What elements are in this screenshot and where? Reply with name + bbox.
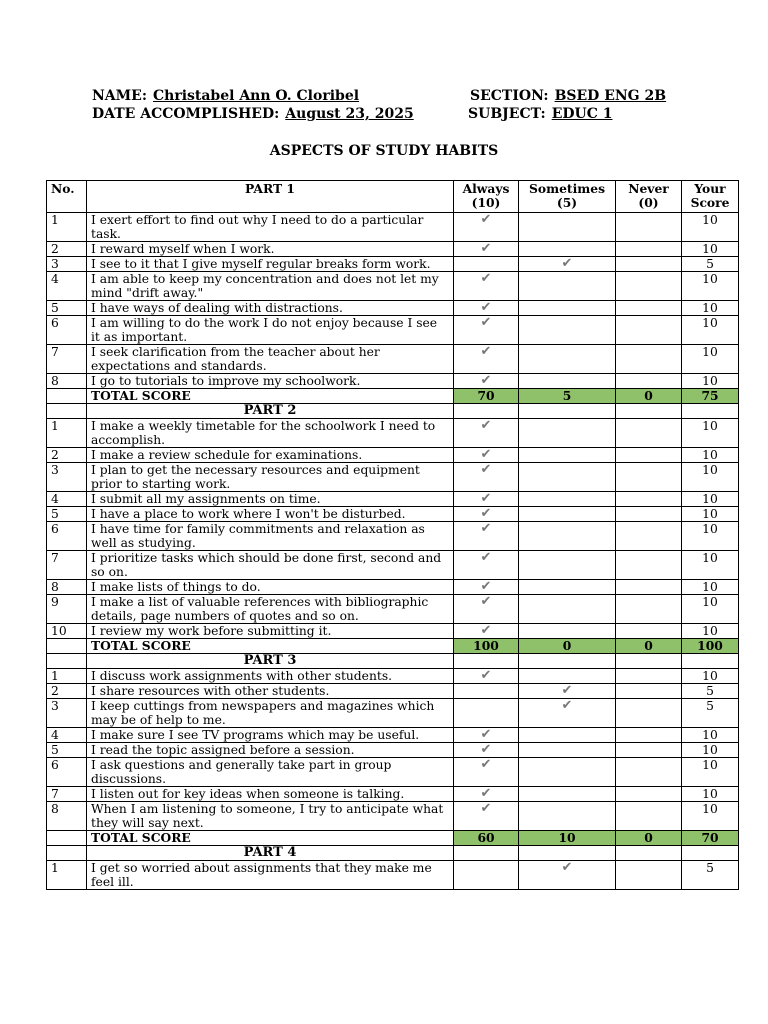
subject-label: SUBJECT: (468, 106, 546, 122)
table-row (47, 419, 739, 448)
item-score: 5 (682, 257, 739, 272)
check-mark-icon: ✔ (480, 550, 492, 565)
always-cell (454, 448, 519, 463)
never-label: Never (628, 181, 669, 196)
always-cell (454, 669, 519, 684)
item-score: 10 (682, 802, 739, 831)
item-score: 10 (682, 213, 739, 242)
sometimes-cell (519, 242, 616, 257)
item-statement: I seek clarification from the teacher about her expectations and standards. (87, 345, 454, 374)
item-score: 10 (682, 728, 739, 743)
item-statement: I discuss work assignments with other students. (87, 669, 454, 684)
total-score-row (47, 831, 739, 846)
part-title: PART 2 (87, 404, 454, 419)
date-value: August 23, 2025 (285, 106, 414, 122)
item-number: 7 (47, 551, 87, 580)
never-cell (616, 758, 682, 787)
section-label: SECTION: (470, 88, 549, 104)
item-number: 8 (47, 374, 87, 389)
part-header-empty-cell (454, 404, 519, 419)
always-cell (454, 257, 519, 272)
sometimes-cell (519, 743, 616, 758)
table-row (47, 301, 739, 316)
item-statement: I see to it that I give myself regular breaks form work. (87, 257, 454, 272)
check-mark-icon: ✔ (480, 579, 492, 594)
item-score: 10 (682, 787, 739, 802)
never-cell (616, 802, 682, 831)
item-number: 5 (47, 301, 87, 316)
total-never: 0 (616, 639, 682, 654)
item-score: 10 (682, 743, 739, 758)
part-header-empty-cell (519, 404, 616, 419)
table-row (47, 669, 739, 684)
table-row (47, 580, 739, 595)
table-row (47, 728, 739, 743)
part-header-empty-cell (519, 654, 616, 669)
table-row (47, 861, 739, 890)
part-header-empty-cell (519, 846, 616, 861)
never-cell (616, 861, 682, 890)
part-header-empty-cell (682, 404, 739, 419)
item-statement: I share resources with other students. (87, 684, 454, 699)
always-cell (454, 551, 519, 580)
item-score: 10 (682, 242, 739, 257)
never-cell (616, 507, 682, 522)
part-title: PART 4 (87, 846, 454, 861)
always-cell (454, 345, 519, 374)
subject-field (468, 106, 612, 122)
item-number: 8 (47, 580, 87, 595)
check-mark-icon: ✔ (480, 668, 492, 683)
total-score-row (47, 389, 739, 404)
always-cell (454, 507, 519, 522)
table-row (47, 242, 739, 257)
item-number: 1 (47, 419, 87, 448)
study-habits-table (46, 180, 739, 890)
total-never: 0 (616, 389, 682, 404)
item-score: 10 (682, 345, 739, 374)
total-always: 60 (454, 831, 519, 846)
item-score: 10 (682, 551, 739, 580)
sometimes-cell (519, 758, 616, 787)
item-statement: I plan to get the necessary resources and equipment prior to starting work. (87, 463, 454, 492)
sometimes-cell (519, 374, 616, 389)
sometimes-cell (519, 257, 616, 272)
item-number: 6 (47, 758, 87, 787)
check-mark-icon: ✔ (480, 373, 492, 388)
never-cell (616, 257, 682, 272)
item-score: 5 (682, 699, 739, 728)
table-body (47, 213, 739, 890)
never-cell (616, 242, 682, 257)
item-number: 8 (47, 802, 87, 831)
never-cell (616, 448, 682, 463)
item-score: 10 (682, 507, 739, 522)
always-cell (454, 419, 519, 448)
item-score: 10 (682, 301, 739, 316)
score-label-a: Your (694, 181, 726, 196)
table-row (47, 758, 739, 787)
sometimes-cell (519, 522, 616, 551)
always-points: (10) (471, 195, 501, 210)
check-mark-icon: ✔ (480, 447, 492, 462)
table-row (47, 448, 739, 463)
sometimes-cell (519, 787, 616, 802)
check-mark-icon: ✔ (480, 623, 492, 638)
table-row (47, 595, 739, 624)
col-always-header (454, 181, 519, 213)
part-header-no-cell (47, 404, 87, 419)
part-header-empty-cell (616, 846, 682, 861)
never-cell (616, 787, 682, 802)
never-cell (616, 316, 682, 345)
never-cell (616, 728, 682, 743)
total-sometimes: 0 (519, 639, 616, 654)
document-title: ASPECTS OF STUDY HABITS (269, 143, 499, 159)
always-cell (454, 758, 519, 787)
table-row (47, 374, 739, 389)
part-header-empty-cell (682, 846, 739, 861)
col-sometimes-header (519, 181, 616, 213)
item-score: 10 (682, 492, 739, 507)
col-never-header (616, 181, 682, 213)
item-number: 1 (47, 861, 87, 890)
never-cell (616, 595, 682, 624)
item-score: 10 (682, 463, 739, 492)
sometimes-cell (519, 699, 616, 728)
table-row (47, 345, 739, 374)
item-number: 6 (47, 316, 87, 345)
total-sometimes: 10 (519, 831, 616, 846)
total-no-cell (47, 831, 87, 846)
table-row (47, 624, 739, 639)
item-score: 5 (682, 684, 739, 699)
total-never: 0 (616, 831, 682, 846)
always-cell (454, 580, 519, 595)
item-statement: I prioritize tasks which should be done first, second and so on. (87, 551, 454, 580)
item-number: 3 (47, 463, 87, 492)
item-statement: I keep cuttings from newspapers and magazines which may be of help to me. (87, 699, 454, 728)
item-statement: I read the topic assigned before a session. (87, 743, 454, 758)
item-number: 7 (47, 787, 87, 802)
total-always: 100 (454, 639, 519, 654)
check-mark-icon: ✔ (480, 491, 492, 506)
never-cell (616, 272, 682, 301)
always-cell (454, 728, 519, 743)
item-number: 2 (47, 684, 87, 699)
table-row (47, 522, 739, 551)
item-statement: I submit all my assignments on time. (87, 492, 454, 507)
always-label: Always (462, 181, 510, 196)
item-number: 9 (47, 595, 87, 624)
item-number: 4 (47, 492, 87, 507)
never-cell (616, 374, 682, 389)
item-number: 4 (47, 272, 87, 301)
item-score: 10 (682, 758, 739, 787)
total-score: 100 (682, 639, 739, 654)
never-cell (616, 684, 682, 699)
always-cell (454, 595, 519, 624)
item-score: 10 (682, 448, 739, 463)
section-field (470, 88, 666, 104)
item-statement: I make lists of things to do. (87, 580, 454, 595)
item-score: 10 (682, 522, 739, 551)
item-score: 10 (682, 272, 739, 301)
item-number: 6 (47, 522, 87, 551)
check-mark-icon: ✔ (480, 801, 492, 816)
sometimes-cell (519, 802, 616, 831)
check-mark-icon: ✔ (561, 698, 573, 713)
never-points: (0) (638, 195, 659, 210)
sometimes-cell (519, 272, 616, 301)
always-cell (454, 272, 519, 301)
check-mark-icon: ✔ (561, 256, 573, 271)
item-statement: I ask questions and generally take part in group discussions. (87, 758, 454, 787)
part-header-empty-cell (616, 654, 682, 669)
name-label: NAME: (92, 88, 147, 104)
never-cell (616, 624, 682, 639)
check-mark-icon: ✔ (480, 786, 492, 801)
always-cell (454, 699, 519, 728)
table-row (47, 257, 739, 272)
never-cell (616, 580, 682, 595)
check-mark-icon: ✔ (480, 418, 492, 433)
part-header-empty-cell (454, 846, 519, 861)
sometimes-cell (519, 580, 616, 595)
never-cell (616, 213, 682, 242)
item-statement: I go to tutorials to improve my schoolwork. (87, 374, 454, 389)
item-score: 10 (682, 419, 739, 448)
check-mark-icon: ✔ (561, 683, 573, 698)
total-score-label: TOTAL SCORE (87, 639, 454, 654)
table-header-row (47, 181, 739, 213)
item-statement: I listen out for key ideas when someone is talking. (87, 787, 454, 802)
table-row (47, 787, 739, 802)
always-cell (454, 743, 519, 758)
always-cell (454, 242, 519, 257)
total-score: 70 (682, 831, 739, 846)
never-cell (616, 699, 682, 728)
section-value: BSED ENG 2B (554, 88, 667, 104)
item-statement: I make a review schedule for examinations. (87, 448, 454, 463)
never-cell (616, 551, 682, 580)
sometimes-label: Sometimes (528, 181, 606, 196)
col-no-header: No. (47, 181, 87, 213)
never-cell (616, 743, 682, 758)
total-score: 75 (682, 389, 739, 404)
table-row (47, 551, 739, 580)
check-mark-icon: ✔ (480, 757, 492, 772)
item-statement: I make a weekly timetable for the schoolwork I need to accomplish. (87, 419, 454, 448)
sometimes-cell (519, 728, 616, 743)
item-number: 3 (47, 699, 87, 728)
total-score-row (47, 639, 739, 654)
sometimes-cell (519, 301, 616, 316)
score-label-b: Score (690, 195, 730, 210)
table-row (47, 507, 739, 522)
total-no-cell (47, 389, 87, 404)
date-field (92, 106, 414, 122)
sometimes-cell (519, 684, 616, 699)
always-cell (454, 463, 519, 492)
sometimes-cell (519, 213, 616, 242)
date-label: DATE ACCOMPLISHED: (92, 106, 280, 122)
check-mark-icon: ✔ (561, 860, 573, 875)
total-sometimes: 5 (519, 389, 616, 404)
check-mark-icon: ✔ (480, 521, 492, 536)
never-cell (616, 463, 682, 492)
total-score-label: TOTAL SCORE (87, 389, 454, 404)
item-statement: I make sure I see TV programs which may be useful. (87, 728, 454, 743)
check-mark-icon: ✔ (480, 594, 492, 609)
always-cell (454, 492, 519, 507)
sometimes-cell (519, 448, 616, 463)
total-no-cell (47, 639, 87, 654)
item-statement: I am able to keep my concentration and does not let my mind "drift away." (87, 272, 454, 301)
item-score: 10 (682, 316, 739, 345)
part-header-empty-cell (682, 654, 739, 669)
always-cell (454, 861, 519, 890)
item-statement: I am willing to do the work I do not enjoy because I see it as important. (87, 316, 454, 345)
item-score: 5 (682, 861, 739, 890)
table-row (47, 802, 739, 831)
sometimes-cell (519, 492, 616, 507)
col-score-header (682, 181, 739, 213)
always-cell (454, 684, 519, 699)
item-statement: I exert effort to find out why I need to do a particular task. (87, 213, 454, 242)
sometimes-cell (519, 861, 616, 890)
sometimes-cell (519, 463, 616, 492)
table-row (47, 684, 739, 699)
never-cell (616, 492, 682, 507)
item-statement: I have a place to work where I won't be disturbed. (87, 507, 454, 522)
item-number: 1 (47, 213, 87, 242)
item-number: 1 (47, 669, 87, 684)
check-mark-icon: ✔ (480, 742, 492, 757)
table-row (47, 213, 739, 242)
item-score: 10 (682, 374, 739, 389)
item-score: 10 (682, 669, 739, 684)
item-statement: I have time for family commitments and relaxation as well as studying. (87, 522, 454, 551)
always-cell (454, 624, 519, 639)
table-row (47, 699, 739, 728)
sometimes-cell (519, 345, 616, 374)
part-header-empty-cell (454, 654, 519, 669)
part-header-row (47, 654, 739, 669)
part-header-no-cell (47, 654, 87, 669)
item-statement: I have ways of dealing with distractions. (87, 301, 454, 316)
check-mark-icon: ✔ (480, 212, 492, 227)
table-row (47, 463, 739, 492)
name-value: Christabel Ann O. Cloribel (153, 88, 360, 104)
always-cell (454, 787, 519, 802)
total-always: 70 (454, 389, 519, 404)
part-header-empty-cell (616, 404, 682, 419)
table-row (47, 743, 739, 758)
always-cell (454, 316, 519, 345)
sometimes-cell (519, 419, 616, 448)
item-number: 3 (47, 257, 87, 272)
never-cell (616, 669, 682, 684)
total-score-label: TOTAL SCORE (87, 831, 454, 846)
check-mark-icon: ✔ (480, 241, 492, 256)
item-number: 2 (47, 242, 87, 257)
check-mark-icon: ✔ (480, 300, 492, 315)
never-cell (616, 522, 682, 551)
item-number: 10 (47, 624, 87, 639)
always-cell (454, 802, 519, 831)
never-cell (616, 301, 682, 316)
item-statement: I make a list of valuable references with bibliographic details, page numbers of quotes and so on. (87, 595, 454, 624)
sometimes-cell (519, 624, 616, 639)
item-statement: I get so worried about assignments that they make me feel ill. (87, 861, 454, 890)
item-score: 10 (682, 624, 739, 639)
table-row (47, 316, 739, 345)
part-title: PART 3 (87, 654, 454, 669)
item-statement: When I am listening to someone, I try to anticipate what they will say next. (87, 802, 454, 831)
item-number: 5 (47, 507, 87, 522)
check-mark-icon: ✔ (480, 462, 492, 477)
sometimes-cell (519, 316, 616, 345)
item-number: 2 (47, 448, 87, 463)
name-field (92, 88, 359, 104)
sometimes-cell (519, 595, 616, 624)
part-header-row (47, 846, 739, 861)
sometimes-cell (519, 669, 616, 684)
table-row (47, 492, 739, 507)
item-number: 7 (47, 345, 87, 374)
item-number: 5 (47, 743, 87, 758)
subject-value: EDUC 1 (551, 106, 613, 122)
part-header-row (47, 404, 739, 419)
table-row (47, 272, 739, 301)
always-cell (454, 301, 519, 316)
sometimes-cell (519, 551, 616, 580)
item-number: 4 (47, 728, 87, 743)
always-cell (454, 522, 519, 551)
item-score: 10 (682, 595, 739, 624)
check-mark-icon: ✔ (480, 315, 492, 330)
always-cell (454, 374, 519, 389)
never-cell (616, 345, 682, 374)
item-statement: I reward myself when I work. (87, 242, 454, 257)
part-header-no-cell (47, 846, 87, 861)
check-mark-icon: ✔ (480, 271, 492, 286)
always-cell (454, 213, 519, 242)
item-score: 10 (682, 580, 739, 595)
sometimes-points: (5) (556, 195, 578, 210)
check-mark-icon: ✔ (480, 506, 492, 521)
check-mark-icon: ✔ (480, 344, 492, 359)
never-cell (616, 419, 682, 448)
col-part1-header: PART 1 (87, 181, 454, 213)
check-mark-icon: ✔ (480, 727, 492, 742)
item-statement: I review my work before submitting it. (87, 624, 454, 639)
sometimes-cell (519, 507, 616, 522)
